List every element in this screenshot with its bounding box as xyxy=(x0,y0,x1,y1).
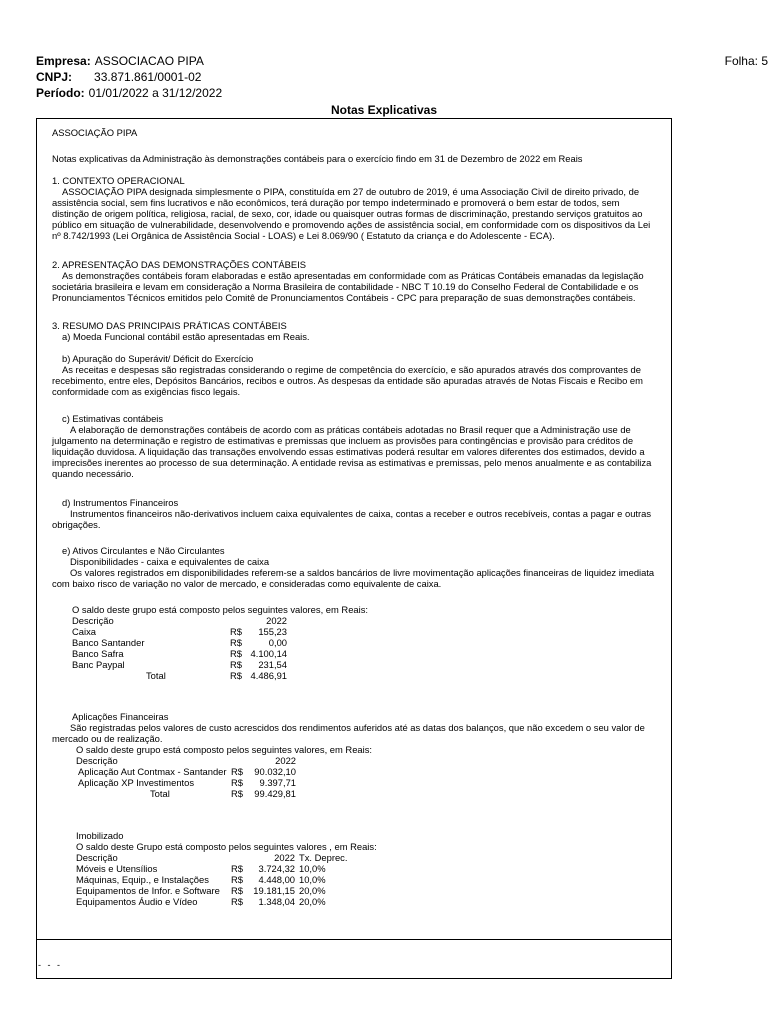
cash-col-description: Descrição xyxy=(72,615,114,626)
table-row-currency: R$ xyxy=(231,874,243,885)
table-row-desc: Banco Santander xyxy=(72,637,145,648)
company-label: Empresa: xyxy=(36,54,91,68)
table-row-currency: R$ xyxy=(231,863,243,874)
table-row-currency: R$ xyxy=(230,659,242,670)
cash-col-year: 2022 xyxy=(266,615,287,626)
cash-total-label: Total xyxy=(146,670,166,681)
intro-text: Notas explicativas da Administração às demonstrações contábeis para o exercício findo em 31 de Dezembro de 2022 em Reais xyxy=(52,153,583,164)
footer-frame xyxy=(36,938,672,979)
table-row-desc: Máquinas, Equip., e Instalações xyxy=(76,874,209,885)
section-3b-text: As receitas e despesas são registradas considerando o regime de competência do exercício, e são apurados através dos comprovantes de recebimento, entre eles, Depósitos Bancários, recibos e outros. As despesas da entidade são apuradas através de Notas Fiscais e Recibo em conformidade com as exigências fisco legais. xyxy=(52,364,643,397)
table-row-desc: Aplicação Aut Contmax - Santander xyxy=(78,766,227,777)
table-row-desc: Equipamentos de Infor. e Software xyxy=(76,885,220,896)
table-row-rate: 10,0% xyxy=(299,863,326,874)
table-row-value: 4.448,00 xyxy=(258,874,295,885)
cnpj-label: CNPJ: xyxy=(36,70,73,84)
table-row-rate: 10,0% xyxy=(299,874,326,885)
table-row-currency: R$ xyxy=(230,648,242,659)
section-3e-subtitle: Disponibilidades - caixa e equivalentes de caixa xyxy=(70,556,270,567)
fixed-assets-col-description: Descrição xyxy=(76,852,118,863)
investments-col-year: 2022 xyxy=(275,755,296,766)
table-row-value: 231,54 xyxy=(258,659,287,670)
cnpj-line xyxy=(36,70,201,84)
table-row-value: 19.181,15 xyxy=(253,885,295,896)
investments-total-currency: R$ xyxy=(231,788,243,799)
investments-total-label: Total xyxy=(150,788,170,799)
table-row-desc: Equipamentos Áudio e Vídeo xyxy=(76,896,198,907)
period-line xyxy=(36,86,222,100)
table-row-rate: 20,0% xyxy=(299,896,326,907)
table-row-value: 3.724,32 xyxy=(258,863,295,874)
cash-table-intro: O saldo deste grupo está composto pelos seguintes valores, em Reais: xyxy=(72,604,368,615)
table-row-value: 4.100,14 xyxy=(250,648,287,659)
table-row-currency: R$ xyxy=(230,637,242,648)
section-2-title: 2. APRESENTAÇÃO DAS DEMONSTRAÇÕES CONTÁBEIS xyxy=(52,259,307,270)
investments-title: Aplicações Financeiras xyxy=(72,711,169,722)
page-title: Notas Explicativas xyxy=(330,103,438,117)
table-row-currency: R$ xyxy=(231,777,243,788)
footer-mark: - - - xyxy=(38,960,62,970)
sheet-number: Folha: 5 xyxy=(724,54,768,68)
table-row-currency: R$ xyxy=(230,626,242,637)
section-3-title: 3. RESUMO DAS PRINCIPAIS PRÁTICAS CONTÁBEIS xyxy=(52,320,287,331)
section-3e-title: e) Ativos Circulantes e Não Circulantes xyxy=(62,545,225,556)
section-3a: a) Moeda Funcional contábil estão apresentadas em Reais. xyxy=(62,331,310,342)
table-row-desc: Banc Paypal xyxy=(72,659,125,670)
table-row-value: 155,23 xyxy=(258,626,287,637)
table-row-desc: Banco Safra xyxy=(72,648,124,659)
cash-total-value: 4.486,91 xyxy=(250,670,287,681)
table-row-value: 0,00 xyxy=(268,637,287,648)
section-3c-text: A elaboração de demonstrações contábeis de acordo com as práticas contábeis adotadas no Brasil requer que a Administração use de julgamento na determinação e registro de estimativas e premissas que incluem as provisões para contingências e provisão para créditos de liquidação duvidosa. A liquidação das transações envolvendo essas estimativas poderá resultar em valores diferentes dos estimados, devido a imprecisões inerentes ao processo de sua determinação. A entidade revisa as estimativas e premissas, pelo menos anualmente e as contabiliza quando necessário. xyxy=(52,424,652,479)
investments-col-description: Descrição xyxy=(76,755,118,766)
company-line xyxy=(36,54,204,68)
section-3b-title: b) Apuração do Superávit/ Déficit do Exercício xyxy=(62,353,254,364)
table-row-value: 90.032,10 xyxy=(254,766,296,777)
section-3d-title: d) Instrumentos Financeiros xyxy=(62,497,179,508)
investments-total-value: 99.429,81 xyxy=(254,788,296,799)
investments-table-intro: O saldo deste grupo está composto pelos seguintes valores, em Reais: xyxy=(76,744,372,755)
fixed-assets-title: Imobilizado xyxy=(76,830,124,841)
table-row-desc: Aplicação XP Investimentos xyxy=(78,777,195,788)
investments-text: São registradas pelos valores de custo acrescidos dos rendimentos auferidos até as datas dos balanços, que não excedem o seu valor de mercado ou de realização. xyxy=(52,722,645,744)
fixed-assets-col-rate: Tx. Deprec. xyxy=(299,852,348,863)
table-row-value: 1.348,04 xyxy=(258,896,295,907)
period-label: Período: xyxy=(36,86,85,100)
table-row-desc: Caixa xyxy=(72,626,96,637)
company-name: ASSOCIACAO PIPA xyxy=(94,54,204,68)
fixed-assets-intro: O saldo deste Grupo está composto pelos seguintes valores , em Reais: xyxy=(76,841,377,852)
section-3e-text: Os valores registrados em disponibilidades referem-se a saldos bancários de livre movimentação aplicações financeiras de liquidez imediata com baixo risco de variação no valor de mercado, e consideradas como equivalente de caixa. xyxy=(52,567,655,589)
section-1-text: ASSOCIAÇÃO PIPA designada simplesmente o PIPA, constituída em 27 de outubro de 2019, é uma Associação Civil de direito privado, de assistência social, sem fins lucrativos e não econômicos, terá duração por tempo indeterminado e promoverá o bem estar de todos, sem distinção de origem política, religiosa, racial, de sexo, cor, idade ou quaisquer outras formas de discriminação, prestando serviços gratuitos ao público em situação de vulnerabilidade, desenvolvendo e promovendo ações de assistência social, em conformidade com os dispositivos da Lei nº 8.742/1993 (Lei Orgânica de Assistência Social - LOAS) e Lei 8.069/90 ( Estatuto da criança e do Adolescente - ECA). xyxy=(52,186,651,241)
org-name: ASSOCIAÇÃO PIPA xyxy=(52,127,138,138)
section-3c-title: c) Estimativas contábeis xyxy=(62,413,164,424)
table-row-rate: 20,0% xyxy=(299,885,326,896)
table-row-value: 9.397,71 xyxy=(259,777,296,788)
table-row-currency: R$ xyxy=(231,885,243,896)
section-3d-text: Instrumentos financeiros não-derivativos incluem caixa equivalentes de caixa, contas a receber e outros recebíveis, contas a pagar e outras obrigações. xyxy=(52,508,652,530)
cash-total-currency: R$ xyxy=(230,670,242,681)
table-row-currency: R$ xyxy=(231,896,243,907)
section-1-title: 1. CONTEXTO OPERACIONAL xyxy=(52,175,185,186)
table-row-currency: R$ xyxy=(231,766,243,777)
section-2-text: As demonstrações contábeis foram elaboradas e estão apresentadas em conformidade com as Práticas Contábeis emanadas da legislação societária brasileira e levam em consideração a Norma Brasileira de contabilidade - NBC T 10.19 do Conselho Federal de Contabilidade e os Pronunciamentos Técnicos emitidos pelo Comitê de Pronunciamentos Contábeis - CPC para preparação de suas demonstrações contábeis. xyxy=(52,270,644,303)
table-row-desc: Móveis e Utensílios xyxy=(76,863,158,874)
fixed-assets-col-year: 2022 xyxy=(274,852,295,863)
cnpj-value: 33.871.861/0001-02 xyxy=(94,70,202,84)
period-value: 01/01/2022 a 31/12/2022 xyxy=(88,86,223,100)
